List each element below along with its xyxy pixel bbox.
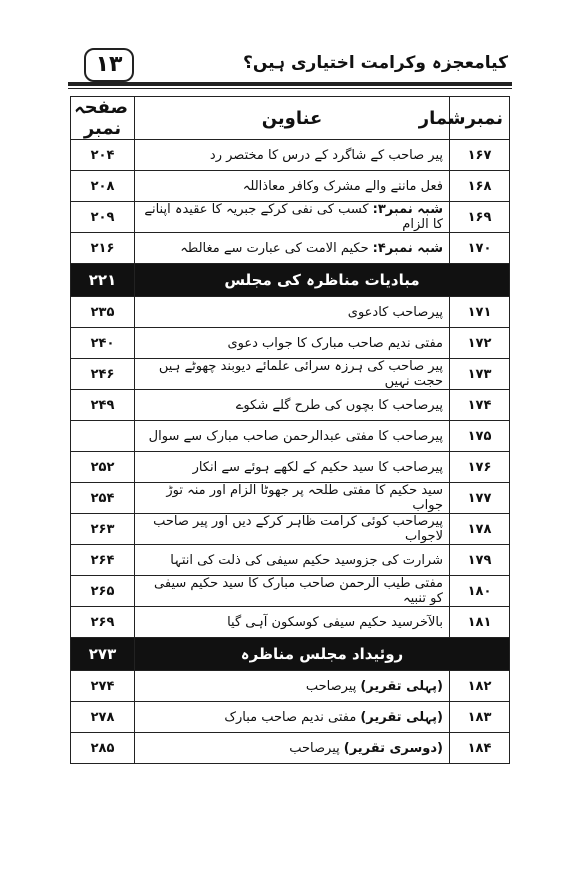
row-number: ۱۸۳: [450, 702, 510, 733]
section-page: ۲۷۳: [71, 638, 135, 671]
table-row: [71, 421, 510, 452]
row-title: [135, 390, 450, 421]
column-header-title: عناوین: [135, 97, 450, 140]
row-title-text: پیرصاحب کادعوی: [347, 304, 443, 320]
book-title: کیامعجزہ وکرامت اختیاری ہیں؟: [242, 53, 508, 73]
row-page: ۲۱۶: [71, 233, 135, 264]
row-title-text: پیرصاحب: [305, 678, 357, 694]
row-title: [135, 607, 450, 638]
section-title: روئیداد مجلس مناظرہ: [135, 638, 510, 671]
row-title-text: مفتی ندیم صاحب مبارک: [224, 709, 357, 725]
row-title: [135, 233, 450, 264]
table-row: [71, 140, 510, 171]
table-row: [71, 671, 510, 702]
row-page: ۲۶۴: [71, 545, 135, 576]
table-header-row: [71, 97, 510, 140]
row-page: ۲۶۵: [71, 576, 135, 607]
row-title-text: پیر صاحب کے شاگرد کے درس کا مختصر رد: [209, 147, 443, 163]
section-row: [71, 264, 510, 297]
row-title-text: پیرصاحب: [289, 740, 340, 756]
row-number: ۱۷۱: [450, 297, 510, 328]
row-title-prefix: (دوسری تقریر): [343, 740, 443, 756]
row-page: ۲۸۵: [71, 733, 135, 764]
table-row: [71, 545, 510, 576]
row-number: ۱۷۶: [450, 452, 510, 483]
table-row: [71, 607, 510, 638]
row-page: ۲۶۳: [71, 514, 135, 545]
column-header-page: صفحہ نمبر: [71, 97, 135, 140]
row-title: [135, 328, 450, 359]
row-title: [135, 421, 450, 452]
row-title-text: پیرصاحب کا سید حکیم کے لکھے ہوئے سے انکار: [192, 459, 443, 475]
row-page: ۲۷۸: [71, 702, 135, 733]
row-number: ۱۸۴: [450, 733, 510, 764]
table-row: [71, 297, 510, 328]
table-row: [71, 233, 510, 264]
row-number: ۱۷۵: [450, 421, 510, 452]
row-title-text: شرارت کی جزوسید حکیم سیفی کی ذلت کی انتہا: [170, 552, 443, 568]
row-title-prefix: (پہلی تقریر): [360, 678, 443, 694]
row-title: [135, 202, 450, 233]
row-title-text: پیرصاحب کوئی کرامت ظاہر کرکے دیں اور پیر صاحب لاجواب: [153, 514, 443, 544]
header-rule-thin: [68, 88, 512, 89]
row-title-text: پیر صاحب کی ہرزہ سرائی علمائے دیوبند چھوٹے ہیں حجت نہیں: [158, 359, 443, 389]
row-number: ۱۶۹: [450, 202, 510, 233]
row-title-text: بالآخرسید حکیم سیفی کوسکون آہی گیا: [227, 614, 443, 630]
table-row: [71, 514, 510, 545]
row-page: ۲۵۴: [71, 483, 135, 514]
row-number: ۱۶۸: [450, 171, 510, 202]
row-number: ۱۷۸: [450, 514, 510, 545]
row-page: ۲۷۴: [71, 671, 135, 702]
row-title: [135, 671, 450, 702]
row-title-text: مفتی طیب الرحمن صاحب مبارک کا سید حکیم سیفی کو تنبیہ: [154, 576, 443, 606]
row-number: ۱۷۴: [450, 390, 510, 421]
row-title-prefix: شبہ نمبر۴:: [372, 240, 443, 256]
row-title-text: پیرصاحب کا بچوں کی طرح گلے شکوے: [235, 397, 443, 413]
header-rule: [68, 82, 512, 86]
page-header: [68, 44, 512, 84]
table-row: [71, 359, 510, 390]
section-row: [71, 638, 510, 671]
row-title: [135, 452, 450, 483]
row-page: ۲۰۹: [71, 202, 135, 233]
section-page: ۲۲۱: [71, 264, 135, 297]
row-number: ۱۷۳: [450, 359, 510, 390]
row-number: ۱۷۰: [450, 233, 510, 264]
row-title: [135, 576, 450, 607]
row-page: ۲۰۴: [71, 140, 135, 171]
column-header-number: نمبرشمار: [450, 97, 510, 140]
row-title: [135, 359, 450, 390]
row-title: [135, 483, 450, 514]
row-title: [135, 297, 450, 328]
table-row: [71, 483, 510, 514]
row-title: [135, 514, 450, 545]
table-row: [71, 390, 510, 421]
row-title-prefix: شبہ نمبر۳:: [372, 202, 443, 217]
table-row: [71, 576, 510, 607]
row-page: ۲۴۰: [71, 328, 135, 359]
row-title-text: مفتی ندیم صاحب مبارک کا جواب دعوی: [227, 335, 443, 351]
row-number: ۱۷۲: [450, 328, 510, 359]
table-row: [71, 171, 510, 202]
row-title-text: حکیم الامت کی عبارت سے مغالطہ: [180, 240, 369, 256]
table-row: [71, 202, 510, 233]
page-number: ۱۳: [84, 48, 134, 82]
row-number: ۱۶۷: [450, 140, 510, 171]
row-number: ۱۸۱: [450, 607, 510, 638]
row-page: [71, 421, 135, 452]
row-title: [135, 733, 450, 764]
row-title: [135, 171, 450, 202]
table-row: [71, 328, 510, 359]
row-page: ۲۵۲: [71, 452, 135, 483]
contents-table: [70, 96, 510, 764]
row-title-text: پیرصاحب کا مفتی عبدالرحمن صاحب مبارک سے سوال: [148, 428, 443, 444]
row-title: [135, 140, 450, 171]
row-page: ۲۴۶: [71, 359, 135, 390]
row-number: ۱۷۹: [450, 545, 510, 576]
row-title: [135, 545, 450, 576]
table-row: [71, 702, 510, 733]
row-title-prefix: (پہلی تقریر): [360, 709, 443, 725]
row-page: ۲۴۹: [71, 390, 135, 421]
row-number: ۱۸۲: [450, 671, 510, 702]
table-row: [71, 452, 510, 483]
row-page: ۲۳۵: [71, 297, 135, 328]
row-number: ۱۸۰: [450, 576, 510, 607]
table-row: [71, 733, 510, 764]
row-title-text: کسب کی نفی کرکے جبریہ کا عقیدہ اپنانے کا الزام: [144, 202, 443, 232]
row-title-text: فعل ماننے والے مشرک وکافر معاذاللہ: [242, 178, 443, 194]
row-title: [135, 702, 450, 733]
row-page: ۲۰۸: [71, 171, 135, 202]
section-title: مبادیات مناظرہ کی مجلس: [135, 264, 510, 297]
row-page: ۲۶۹: [71, 607, 135, 638]
row-title-text: سید حکیم کا مفتی طلحہ پر جھوٹا الزام اور منہ توڑ جواب: [166, 483, 443, 513]
row-number: ۱۷۷: [450, 483, 510, 514]
